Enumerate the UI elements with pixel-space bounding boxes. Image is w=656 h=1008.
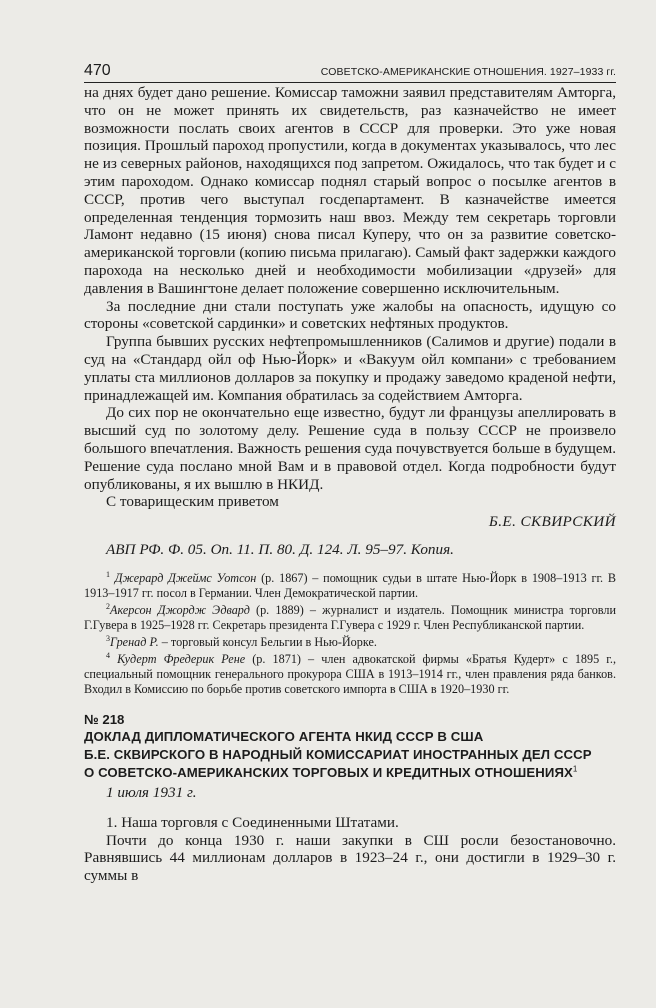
closing-salutation: С товарищеским приветом xyxy=(106,493,279,511)
footnote-name: Гренад Р. xyxy=(110,634,159,649)
document-number: № 218 xyxy=(84,711,125,727)
body-paragraph-3: Группа бывших русских нефтепромышленников (Салимов и другие) подали в суд на «Стандард ойл оф Нью-Йорк» и «Вакуум ойл компани» с требованием уплаты ста миллионов долларов за покупку и продажу заведомо краденой нефти, принадлежащей им. Компания обратилась за содействием Амторга. xyxy=(84,333,616,404)
archive-reference: АВП РФ. Ф. 05. Оп. 11. П. 80. Д. 124. Л. 95–97. Копия. xyxy=(106,540,454,558)
signature: Б.Е. СКВИРСКИЙ xyxy=(488,513,616,531)
footnote-marker: 4 xyxy=(106,650,110,660)
document-title-line-2: Б.Е. СКВИРСКОГО В НАРОДНЫЙ КОМИССАРИАТ ИНОСТРАННЫХ ДЕЛ СССР xyxy=(84,746,592,762)
doc-paragraph-2: Почти до конца 1930 г. наши закупки в СШ росли безостановочно. Равнявшись 44 миллионам долларов в 1923–24 г., они достигли в 1929–30 г. суммы в xyxy=(84,831,616,885)
footnote-3 xyxy=(84,635,616,650)
footnote-text: (р. 1889) – журналист и издатель. Помощник министра торговли Г.Гувера в 1925–1928 гг. Секретарь президента Г.Гувера с 1929 г. Член Республиканской партии. xyxy=(84,602,616,632)
document-date: 1 июля 1931 г. xyxy=(106,783,197,801)
footnotes xyxy=(84,571,616,697)
document-title xyxy=(84,728,616,782)
footnote-4 xyxy=(84,652,616,697)
footnote-text: (р. 1871) – член адвокатской фирмы «Братья Кудерт» с 1895 г., специальный помощник генерального прокурора США в 1913–1914 гг., член правления ряда банков. Входил в Комиссию по борьбе против советского импорта в США в 1920–1930 гг. xyxy=(84,651,616,696)
running-head: СОВЕТСКО-АМЕРИКАНСКИЕ ОТНОШЕНИЯ. 1927–1933 гг. xyxy=(320,66,616,78)
body-paragraph-2: За последние дни стали поступать уже жалобы на опасность, идущую со стороны «советской сардинки» и советских нефтяных продуктов. xyxy=(84,297,616,333)
body-paragraph-1: на днях будет дано решение. Комиссар таможни заявил представителям Амторга, что он не может принять их свидетельств, раз казначейство не имеет возможности послать своих агентов в СССР для проверки. Это уже новая позиция. Прошлый пароход пропустили, когда в документах указывалось, что лес не из северных районов, находящихся под запретом. Ожидалось, что так будет и с этим пароходом. Однако комиссар поднял старый вопрос о посылке агентов в СССР, против чего выступал госдепартамент. В казначействе имеется определенная тенденция тормозить наш ввоз. Между тем секретарь торговли Ламонт недавно (15 июня) снова писал Куперу, что он за развитие советско-американской торговли (копию письма прилагаю). Самый факт задержки каждого парохода на несколько дней и необходимости мобилизации «друзей» для давления в Вашингтоне делает положение совершенно исключительным. xyxy=(84,84,616,297)
doc-paragraph-1: 1. Наша торговля с Соединенными Штатами. xyxy=(106,813,399,831)
footnote-text: (р. 1867) – помощник судьи в штате Нью-Йорк в 1908–1913 гг. В 1913–1917 гг. посол в Германии. Член Демократической партии. xyxy=(84,570,617,600)
body-paragraph-4: До сих пор не окончательно еще известно, будут ли французы апеллировать в высший суд по золотому делу. Решение суда в пользу СССР не произвело большого впечатления. Важность решения суда почувствуется больше в будущем. Решение суда послано мной Вам и в правовой отдел. Когда подробности будут опубликованы, я их вышлю в НКИД. xyxy=(84,404,616,493)
footnote-name: Акерсон Джордж Эдвард xyxy=(110,602,250,617)
footnote-name: Кудерт Фредерик Рене xyxy=(117,651,246,666)
document-title-line-3 xyxy=(84,764,616,782)
title-footnote-marker: 1 xyxy=(572,764,578,774)
footnote-2 xyxy=(84,603,616,633)
footnote-marker: 1 xyxy=(106,569,110,579)
footnote-text: – торговый консул Бельгии в Нью-Йорке. xyxy=(161,634,377,649)
page-number: 470 xyxy=(84,62,111,79)
page-body xyxy=(84,84,616,885)
title-line-text: О СОВЕТСКО-АМЕРИКАНСКИХ ТОРГОВЫХ И КРЕДИТНЫХ ОТНОШЕНИЯХ xyxy=(84,764,573,780)
document-title-line-1: ДОКЛАД ДИПЛОМАТИЧЕСКОГО АГЕНТА НКИД СССР В США xyxy=(84,728,484,744)
page-header xyxy=(84,62,616,83)
footnote-marker: 2 xyxy=(106,601,110,611)
footnote-1 xyxy=(84,571,616,601)
footnote-marker: 3 xyxy=(106,633,110,643)
footnote-name: Джерард Джеймс Уотсон xyxy=(114,570,257,585)
